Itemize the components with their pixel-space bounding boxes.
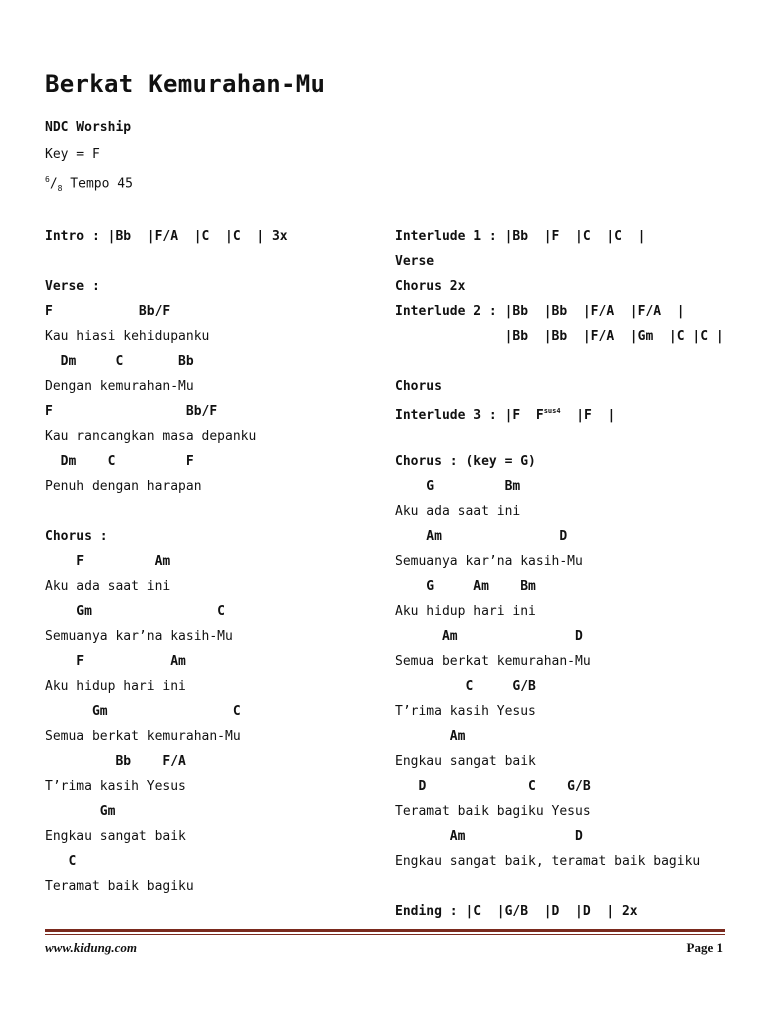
blank-line [395, 353, 724, 378]
section-line: Chorus [395, 379, 442, 394]
tempo-label: Tempo 45 [62, 176, 133, 192]
lyric-line: Penuh dengan harapan [45, 479, 202, 494]
right-column [395, 228, 724, 928]
lyric-line: T’rima kasih Yesus [395, 704, 536, 719]
section-line: |Bb |Bb |F/A |Gm |C |C | [395, 329, 724, 344]
lyric-line: Semua berkat kemurahan-Mu [395, 654, 591, 669]
footer-divider-thin [45, 934, 725, 935]
song-title: Berkat Kemurahan-Mu [45, 70, 326, 98]
blank-line [395, 878, 724, 903]
section-line: Chorus : [45, 529, 108, 544]
lyric-line: Semuanya kar’na kasih-Mu [395, 554, 583, 569]
lyric-line: Engkau sangat baik [45, 829, 186, 844]
chord-line: F Am [45, 554, 171, 569]
lyric-line: Semua berkat kemurahan-Mu [45, 729, 241, 744]
chord-line: Am D [395, 529, 568, 544]
lyric-line: T’rima kasih Yesus [45, 779, 186, 794]
chord-suffix: sus4 [543, 407, 561, 415]
lyric-line: Aku ada saat ini [395, 504, 521, 519]
chord-line: C G/B [395, 679, 536, 694]
chord-line: Gm C [45, 604, 226, 619]
page-number: Page 1 [686, 940, 723, 955]
blank-line [45, 253, 288, 278]
lyric-line: Engkau sangat baik, teramat baik bagiku [395, 854, 701, 869]
section-line: Ending : |C |G/B |D |D | 2x [395, 904, 638, 919]
chord-line: Am D [395, 629, 583, 644]
chord-line: F Am [45, 654, 186, 669]
section-line: Verse [395, 254, 435, 269]
lyric-line: Kau hiasi kehidupanku [45, 329, 210, 344]
section-line: Interlude 1 : |Bb |F |C |C | [395, 229, 646, 244]
section-line: Chorus 2x [395, 279, 466, 294]
lyric-line: Semuanya kar’na kasih-Mu [45, 629, 233, 644]
lyric-line: Teramat baik bagiku Yesus [395, 804, 591, 819]
lyric-line: Kau rancangkan masa depanku [45, 429, 257, 444]
chord-line: Gm [45, 804, 116, 819]
section-text-after: |F | [560, 408, 616, 423]
section-text: Interlude 3 : |F F [395, 408, 544, 423]
time-signature-tempo: $^6/_8$ Tempo 45 [45, 175, 133, 193]
lyric-line: Engkau sangat baik [395, 754, 536, 769]
chord-line: Gm C [45, 704, 241, 719]
lyric-line: Aku hidup hari ini [45, 679, 186, 694]
lyric-line: Aku ada saat ini [45, 579, 171, 594]
blank-line [45, 503, 288, 528]
song-key: Key = F [45, 147, 100, 162]
section-line: Chorus : (key = G) [395, 454, 536, 469]
chord-line: Am [395, 729, 466, 744]
time-signature-denominator: 8 [57, 183, 63, 193]
footer-site-link[interactable]: www.kidung.com [45, 940, 137, 955]
chord-line: Bb F/A [45, 754, 186, 769]
lyric-line: Teramat baik bagiku [45, 879, 194, 894]
lyric-line: Aku hidup hari ini [395, 604, 536, 619]
chord-line: Dm C F [45, 454, 194, 469]
chord-line: D C G/B [395, 779, 591, 794]
artist-name: NDC Worship [45, 120, 132, 135]
chord-line: F Bb/F [45, 404, 218, 419]
blank-line [395, 428, 724, 453]
chord-line: C [45, 854, 77, 869]
time-signature-numerator: 6 [45, 175, 50, 184]
section-line: Intro : |Bb |F/A |C |C | 3x [45, 229, 288, 244]
section-line: Interlude 2 : |Bb |Bb |F/A |F/A | [395, 304, 685, 319]
chord-line: Dm C Bb [45, 354, 194, 369]
lyric-line: Dengan kemurahan-Mu [45, 379, 194, 394]
left-column [45, 228, 288, 903]
footer-divider [45, 929, 725, 932]
section-line [395, 403, 724, 428]
chord-line: G Bm [395, 479, 521, 494]
chord-line: Am D [395, 829, 583, 844]
chord-line: G Am Bm [395, 579, 536, 594]
section-line: Verse : [45, 279, 100, 294]
chord-line: F Bb/F [45, 304, 171, 319]
